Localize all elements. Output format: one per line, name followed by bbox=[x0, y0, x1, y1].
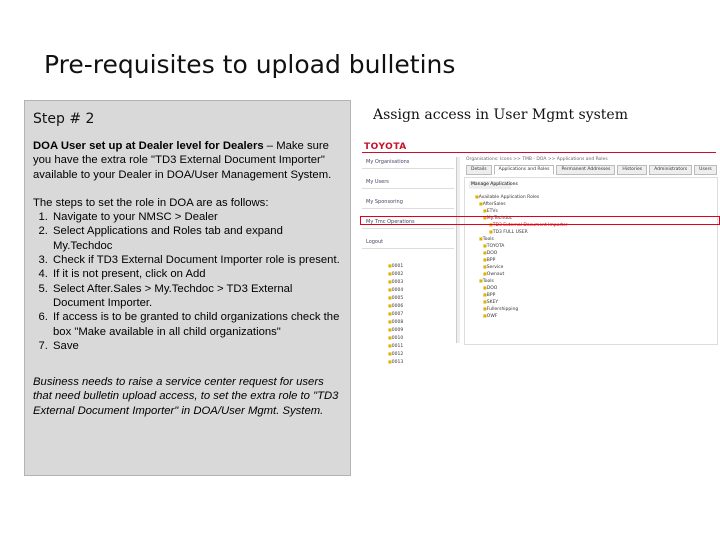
org-node[interactable]: ■ 0010 bbox=[388, 334, 420, 342]
tab-details[interactable]: Details bbox=[466, 165, 492, 175]
tab-applications-and-roles[interactable]: Applications and Roles bbox=[494, 165, 555, 175]
org-node[interactable]: ■ 0009 bbox=[388, 326, 420, 334]
tree-node-td3-importer[interactable]: ■ TD3 External Document Importer bbox=[475, 222, 568, 229]
roles-tree bbox=[475, 194, 568, 320]
step-body bbox=[33, 139, 345, 418]
tree-node[interactable]: ■ Tools bbox=[475, 278, 568, 285]
steps-intro: The steps to set the role in DOA are as follows: bbox=[33, 196, 269, 209]
menu-item[interactable]: Logout bbox=[362, 237, 454, 249]
menu-item[interactable]: My Tmc Operations bbox=[362, 217, 454, 229]
tree-node[interactable]: ■ My.Techdoc bbox=[475, 215, 568, 222]
slide-title: Pre-requisites to upload bulletins bbox=[44, 50, 456, 79]
roles-tree-panel bbox=[464, 177, 718, 345]
tree-node[interactable]: ■ DOO bbox=[475, 250, 568, 257]
tab-users[interactable]: Users bbox=[694, 165, 717, 175]
org-node[interactable]: ■ 0005 bbox=[388, 294, 420, 302]
step-item: 4. If it is not present, click on Add bbox=[51, 267, 345, 281]
user-mgmt-screenshot bbox=[360, 137, 720, 365]
right-title: Assign access in User Mgmt system bbox=[373, 107, 628, 123]
org-node[interactable]: ■ 0008 bbox=[388, 318, 420, 326]
org-node[interactable]: ■ 0004 bbox=[388, 286, 420, 294]
step-panel bbox=[24, 100, 351, 476]
tab-histories[interactable]: Histories bbox=[617, 165, 647, 175]
step-item: 6. If access is to be granted to child organizations check the box "Make available in all child organizations" bbox=[51, 310, 345, 339]
org-node[interactable]: ■ 0011 bbox=[388, 342, 420, 350]
org-node[interactable]: ■ 0012 bbox=[388, 350, 420, 358]
menu-item[interactable]: My Sponsoring bbox=[362, 197, 454, 209]
tab-administrators[interactable]: Administrators bbox=[649, 165, 692, 175]
tree-node[interactable]: ■ Ownaut bbox=[475, 271, 568, 278]
step-item: 3. Check if TD3 External Document Importer role is present. bbox=[51, 253, 345, 267]
org-node[interactable]: ■ 0006 bbox=[388, 302, 420, 310]
steps-list bbox=[51, 210, 345, 353]
tree-node[interactable]: ■ OWF bbox=[475, 313, 568, 320]
tree-node[interactable]: ■ TD3 FULL USER bbox=[475, 229, 568, 236]
menu-item[interactable]: My Organisations bbox=[362, 157, 454, 169]
tree-node[interactable]: ■ SKEY bbox=[475, 299, 568, 306]
step-lead-rest: – Make sure you have the extra role "TD3 External Document Importer" available to your Dealer in DOA/User Management System. bbox=[33, 140, 332, 181]
step-item: 5. Select After.Sales > My.Techdoc > TD3 External Document Importer. bbox=[51, 282, 345, 311]
header-rule bbox=[362, 152, 716, 153]
scrollbar[interactable] bbox=[456, 157, 460, 343]
tree-header: Manage Applications bbox=[471, 182, 518, 187]
org-node[interactable]: ■ 0003 bbox=[388, 278, 420, 286]
business-note: Business needs to raise a service center request for users that need bulletin upload access, to set the extra role to "TD3 External Document Importer" in DOA/User Mgmt. System. bbox=[33, 376, 339, 417]
toyota-logo: TOYOTA bbox=[364, 142, 407, 152]
tree-node[interactable]: ■ TOYOTA bbox=[475, 243, 568, 250]
tree-node[interactable]: ■ AfterSales bbox=[475, 201, 568, 208]
org-tree bbox=[388, 262, 420, 366]
tree-node[interactable]: ■ Fullershipping bbox=[475, 306, 568, 313]
org-node[interactable]: ■ 0002 bbox=[388, 270, 420, 278]
tab-bar bbox=[466, 165, 717, 175]
tree-node[interactable]: ■ Service bbox=[475, 264, 568, 271]
tree-node[interactable]: ■ BPP bbox=[475, 292, 568, 299]
tree-node[interactable]: ■ BPP bbox=[475, 257, 568, 264]
left-menu bbox=[362, 157, 454, 257]
tree-node[interactable]: ■ Tools bbox=[475, 236, 568, 243]
highlight-box bbox=[360, 216, 720, 225]
org-node[interactable]: ■ 0013 bbox=[388, 358, 420, 366]
org-node[interactable]: ■ 0001 bbox=[388, 262, 420, 270]
step-item: 7. Save bbox=[51, 339, 345, 353]
step-title: Step # 2 bbox=[33, 111, 95, 127]
tree-node[interactable]: ■ Available Application Roles bbox=[475, 194, 568, 201]
org-node[interactable]: ■ 0007 bbox=[388, 310, 420, 318]
menu-item[interactable]: My Users bbox=[362, 177, 454, 189]
step-lead bbox=[33, 139, 345, 182]
tree-node[interactable]: ■ DOO bbox=[475, 285, 568, 292]
step-lead-bold: DOA User set up at Dealer level for Dealers bbox=[33, 140, 264, 152]
tab-permanent-addresses[interactable]: Permanent Addresses bbox=[556, 165, 615, 175]
step-item: 1. Navigate to your NMSC > Dealer bbox=[51, 210, 345, 224]
tree-node[interactable]: ■ ETVs bbox=[475, 208, 568, 215]
step-item: 2. Select Applications and Roles tab and expand My.Techdoc bbox=[51, 224, 345, 253]
breadcrumb: Organisations: Icons >> TMB - DOA >> Applications and Roles bbox=[466, 157, 608, 162]
